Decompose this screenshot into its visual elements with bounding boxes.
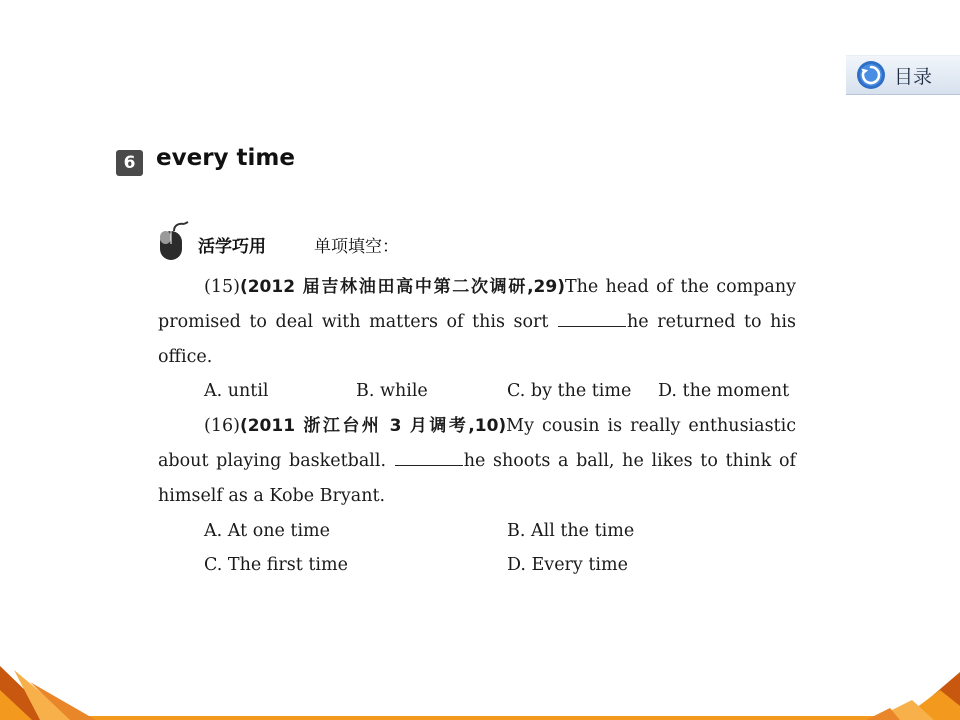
question-source: (2012 届吉林油田高中第二次调研,29) bbox=[239, 277, 565, 297]
option-c: C. The first time bbox=[204, 555, 348, 576]
option-d: D. Every time bbox=[507, 555, 628, 576]
practice-task: 单项填空： bbox=[314, 237, 399, 257]
question-number: (15) bbox=[204, 277, 240, 297]
bottom-decoration bbox=[0, 660, 960, 720]
question-stem-before: My cousin is really enthusiastic about playing basketball. bbox=[158, 416, 796, 471]
option-a: A. At one time bbox=[204, 520, 330, 541]
question-source: (2011 浙江台州 3 月调考,10) bbox=[239, 416, 507, 437]
options-16-row-2 bbox=[158, 548, 796, 583]
question-number: (16) bbox=[204, 416, 240, 437]
toc-button[interactable] bbox=[846, 55, 960, 95]
section-number-badge: 6 bbox=[116, 150, 143, 176]
option-d: D. the moment bbox=[658, 381, 790, 402]
question-stem-before: The head of the company promised to deal with matters of this sort bbox=[158, 277, 796, 332]
section-title: every time bbox=[156, 145, 295, 171]
mouse-icon bbox=[157, 221, 191, 261]
exercise-body bbox=[158, 270, 796, 583]
option-b: B. All the time bbox=[507, 520, 635, 541]
question-15 bbox=[158, 270, 796, 374]
question-stem-after: he shoots a ball, he likes to think of himself as a Kobe Bryant. bbox=[158, 450, 796, 506]
question-stem-after: he returned to his office. bbox=[158, 311, 797, 367]
options-16-row-1 bbox=[158, 514, 796, 549]
answer-blank bbox=[395, 447, 463, 466]
question-16 bbox=[158, 409, 796, 513]
practice-label: 活学巧用 bbox=[198, 237, 266, 257]
option-a: A. until bbox=[204, 381, 269, 402]
toc-label: 目录 bbox=[894, 65, 933, 88]
option-c: C. by the time bbox=[507, 381, 632, 402]
option-b: B. while bbox=[356, 381, 428, 402]
answer-blank bbox=[558, 308, 626, 327]
back-arrow-icon bbox=[856, 60, 886, 90]
options-15 bbox=[158, 374, 796, 409]
